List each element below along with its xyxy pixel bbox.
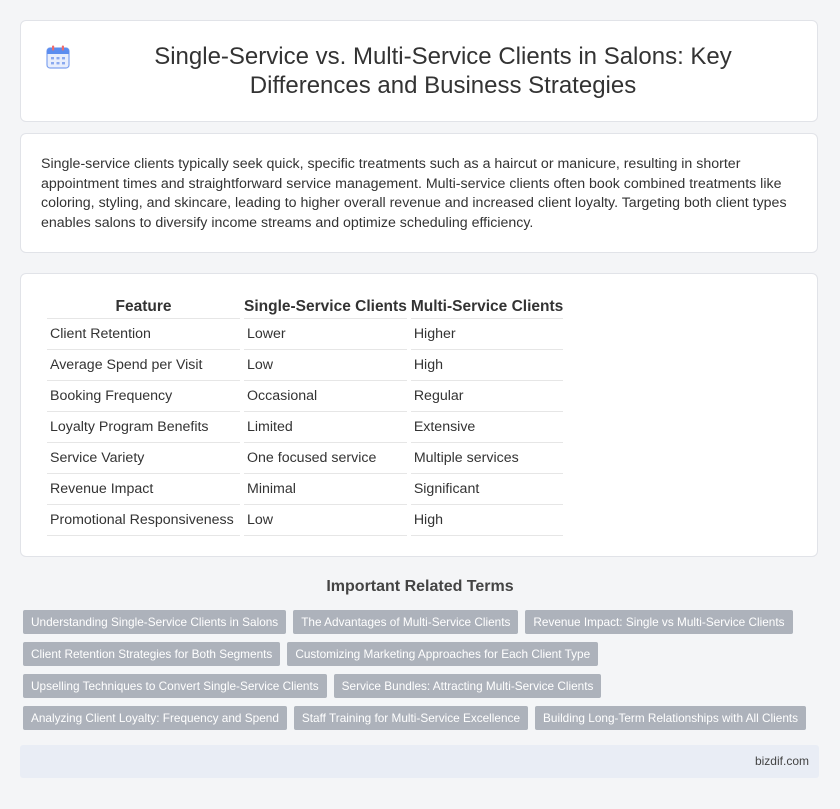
cell-multi: High [411, 505, 563, 536]
related-term-tag[interactable]: Understanding Single-Service Clients in Salons [23, 610, 286, 634]
cell-feature: Client Retention [47, 319, 240, 350]
cell-multi: Regular [411, 381, 563, 412]
cell-feature: Service Variety [47, 443, 240, 474]
cell-feature: Promotional Responsiveness [47, 505, 240, 536]
cell-single: Limited [244, 412, 407, 443]
table-row [47, 412, 563, 443]
related-term-tag[interactable]: Upselling Techniques to Convert Single-Service Clients [23, 674, 327, 698]
related-term-tag[interactable]: Service Bundles: Attracting Multi-Service Clients [334, 674, 602, 698]
tag-row [23, 610, 823, 634]
cell-feature: Loyalty Program Benefits [47, 412, 240, 443]
related-term-tag[interactable]: Building Long-Term Relationships with All Clients [535, 706, 806, 730]
related-terms-list [23, 610, 823, 738]
table-row [47, 381, 563, 412]
cell-multi: High [411, 350, 563, 381]
related-term-tag[interactable]: Client Retention Strategies for Both Segments [23, 642, 280, 666]
cell-feature: Average Spend per Visit [47, 350, 240, 381]
tag-row [23, 674, 823, 698]
table-row [47, 505, 563, 536]
cell-single: Low [244, 350, 407, 381]
cell-multi: Higher [411, 319, 563, 350]
cell-single: Lower [244, 319, 407, 350]
calendar-icon [45, 44, 71, 70]
tag-row [23, 706, 823, 730]
title-card [20, 20, 818, 122]
header-multi-service: Multi-Service Clients [411, 296, 563, 319]
related-term-tag[interactable]: The Advantages of Multi-Service Clients [293, 610, 518, 634]
related-terms-heading: Important Related Terms [326, 578, 514, 595]
cell-feature: Revenue Impact [47, 474, 240, 505]
header-single-service: Single-Service Clients [244, 296, 407, 319]
table-row [47, 474, 563, 505]
cell-single: Occasional [244, 381, 407, 412]
title-row [5, 42, 833, 100]
table-row [47, 443, 563, 474]
table-row [47, 350, 563, 381]
footer-bar [20, 745, 819, 778]
cell-multi: Extensive [411, 412, 563, 443]
cell-multi: Significant [411, 474, 563, 505]
comparison-card [20, 273, 818, 557]
intro-card [20, 133, 818, 253]
cell-feature: Booking Frequency [47, 381, 240, 412]
footer-brand[interactable]: bizdif.com [754, 754, 809, 768]
cell-single: Minimal [244, 474, 407, 505]
related-term-tag[interactable]: Analyzing Client Loyalty: Frequency and Spend [23, 706, 287, 730]
cell-single: Low [244, 505, 407, 536]
table-row [47, 319, 563, 350]
related-term-tag[interactable]: Customizing Marketing Approaches for Each Client Type [287, 642, 598, 666]
cell-multi: Multiple services [411, 443, 563, 474]
header-feature: Feature [47, 296, 240, 319]
comparison-table [43, 296, 567, 536]
intro-paragraph: Single-service clients typically seek quick, specific treatments such as a haircut or manicure, resulting in shorter appointment times and straightforward service management. Multi-service clients often book combined treatments like coloring, styling, and skincare, leading to higher overall revenue and increased client loyalty. Targeting both client types enables salons to diversify income streams and optimize scheduling efficiency. [41, 156, 787, 231]
cell-single: One focused service [244, 443, 407, 474]
related-term-tag[interactable]: Staff Training for Multi-Service Excellence [294, 706, 528, 730]
page-title: Single-Service vs. Multi-Service Clients in Salons: Key Differences and Business Strategies [154, 43, 732, 99]
table-header-row [47, 296, 563, 319]
tag-row [23, 642, 823, 666]
related-term-tag[interactable]: Revenue Impact: Single vs Multi-Service Clients [525, 610, 792, 634]
